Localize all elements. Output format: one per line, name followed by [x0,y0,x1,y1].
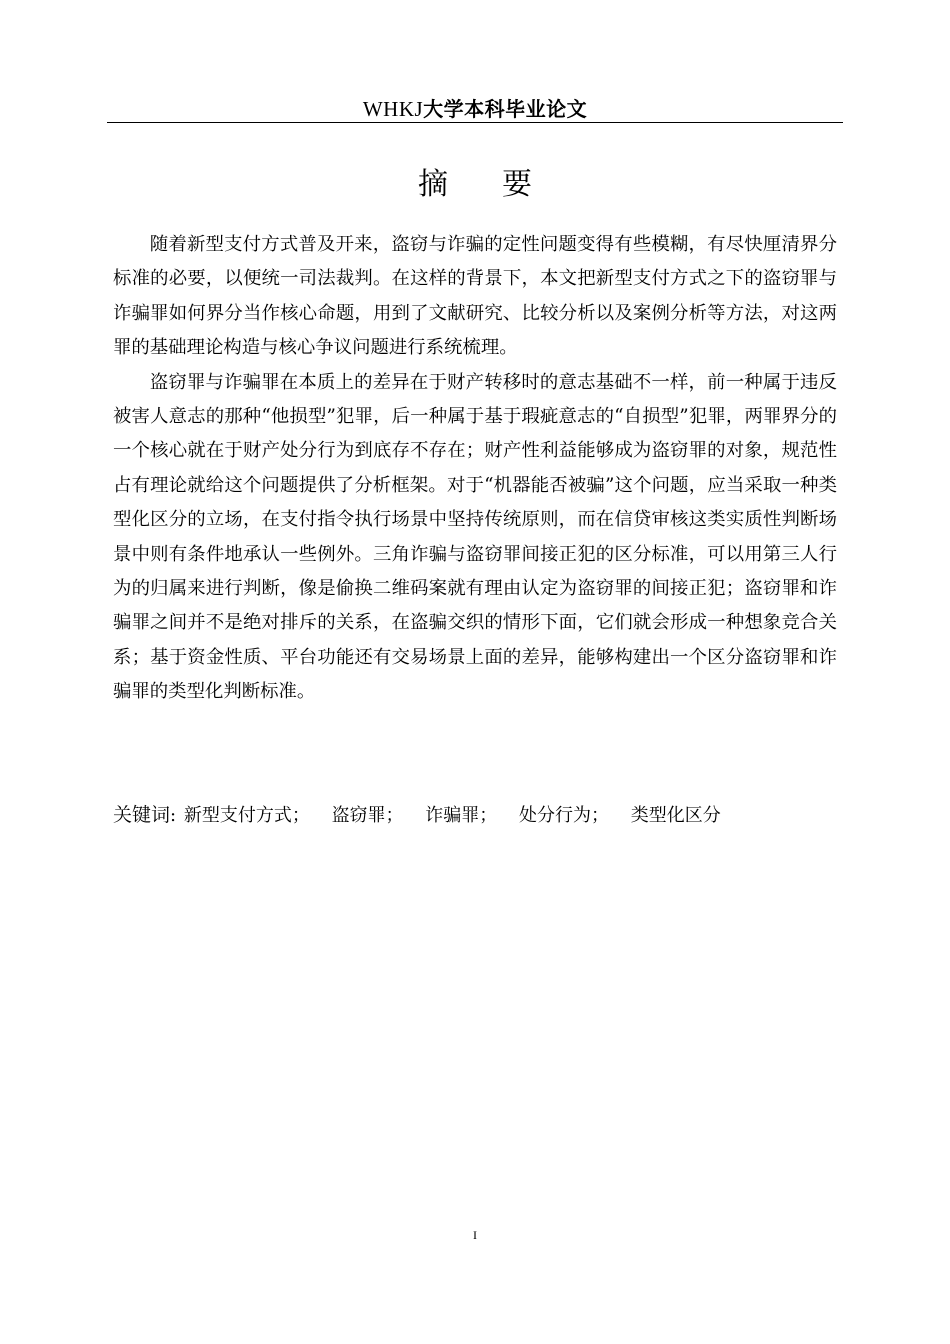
abstract-title [107,165,843,205]
page-number: I [473,1228,477,1242]
keyword-item: 处分行为； [519,805,610,826]
keywords-line [113,800,837,831]
abstract-title-char-2: 要 [502,167,532,202]
running-header [107,96,843,122]
keyword-item: 诈骗罪； [425,805,498,826]
keyword-item: 新型支付方式； [183,805,310,826]
keywords-separator: : [170,805,177,826]
header-divider [107,122,843,123]
abstract-title-char-1: 摘 [418,167,448,202]
abstract-body [113,228,837,710]
keyword-item: 类型化区分 [630,805,721,826]
header-document-type: 大学本科毕业论文 [423,97,588,121]
abstract-paragraph-1: 随着新型支付方式普及开来，盗窃与诈骗的定性问题变得有些模糊，有尽快厘清界分标准的必要，以便统一司法裁判。在这样的背景下，本文把新型支付方式之下的盗窃罪与诈骗罪如何界分当作核心命题，用到了文献研究、比较分析以及案例分析等方法，对这两罪的基础理论构造与核心争议问题进行系统梳理。 [113,234,837,359]
abstract-paragraph-2: 盗窃罪与诈骗罪在本质上的差异在于财产转移时的意志基础不一样，前一种属于违反被害人意志的那种“他损型”犯罪，后一种属于基于瑕疵意志的“自损型”犯罪，两罪界分的一个核心就在于财产处分行为到底存不存在；财产性利益能够成为盗窃罪的对象，规范性占有理论就给这个问题提供了分析框架。对于“机器能否被骗”这个问题，应当采取一种类型化区分的立场，在支付指令执行场景中坚持传统原则，而在信贷审核这类实质性判断场景中则有条件地承认一些例外。三角诈骗与盗窃罪间接正犯的区分标准，可以用第三人行为的归属来进行判断，像是偷换二维码案就有理由认定为盗窃罪的间接正犯；盗窃罪和诈骗罪之间并不是绝对排斥的关系，在盗骗交织的情形下面，它们就会形成一种想象竞合关系；基于资金性质、平台功能还有交易场景上面的差异，能够构建出一个区分盗窃罪和诈骗罪的类型化判断标准。 [113,371,837,703]
header-school-code: WHKJ [362,97,424,121]
keyword-item: 盗窃罪； [331,805,404,826]
keywords-label: 关键词 [113,804,171,826]
